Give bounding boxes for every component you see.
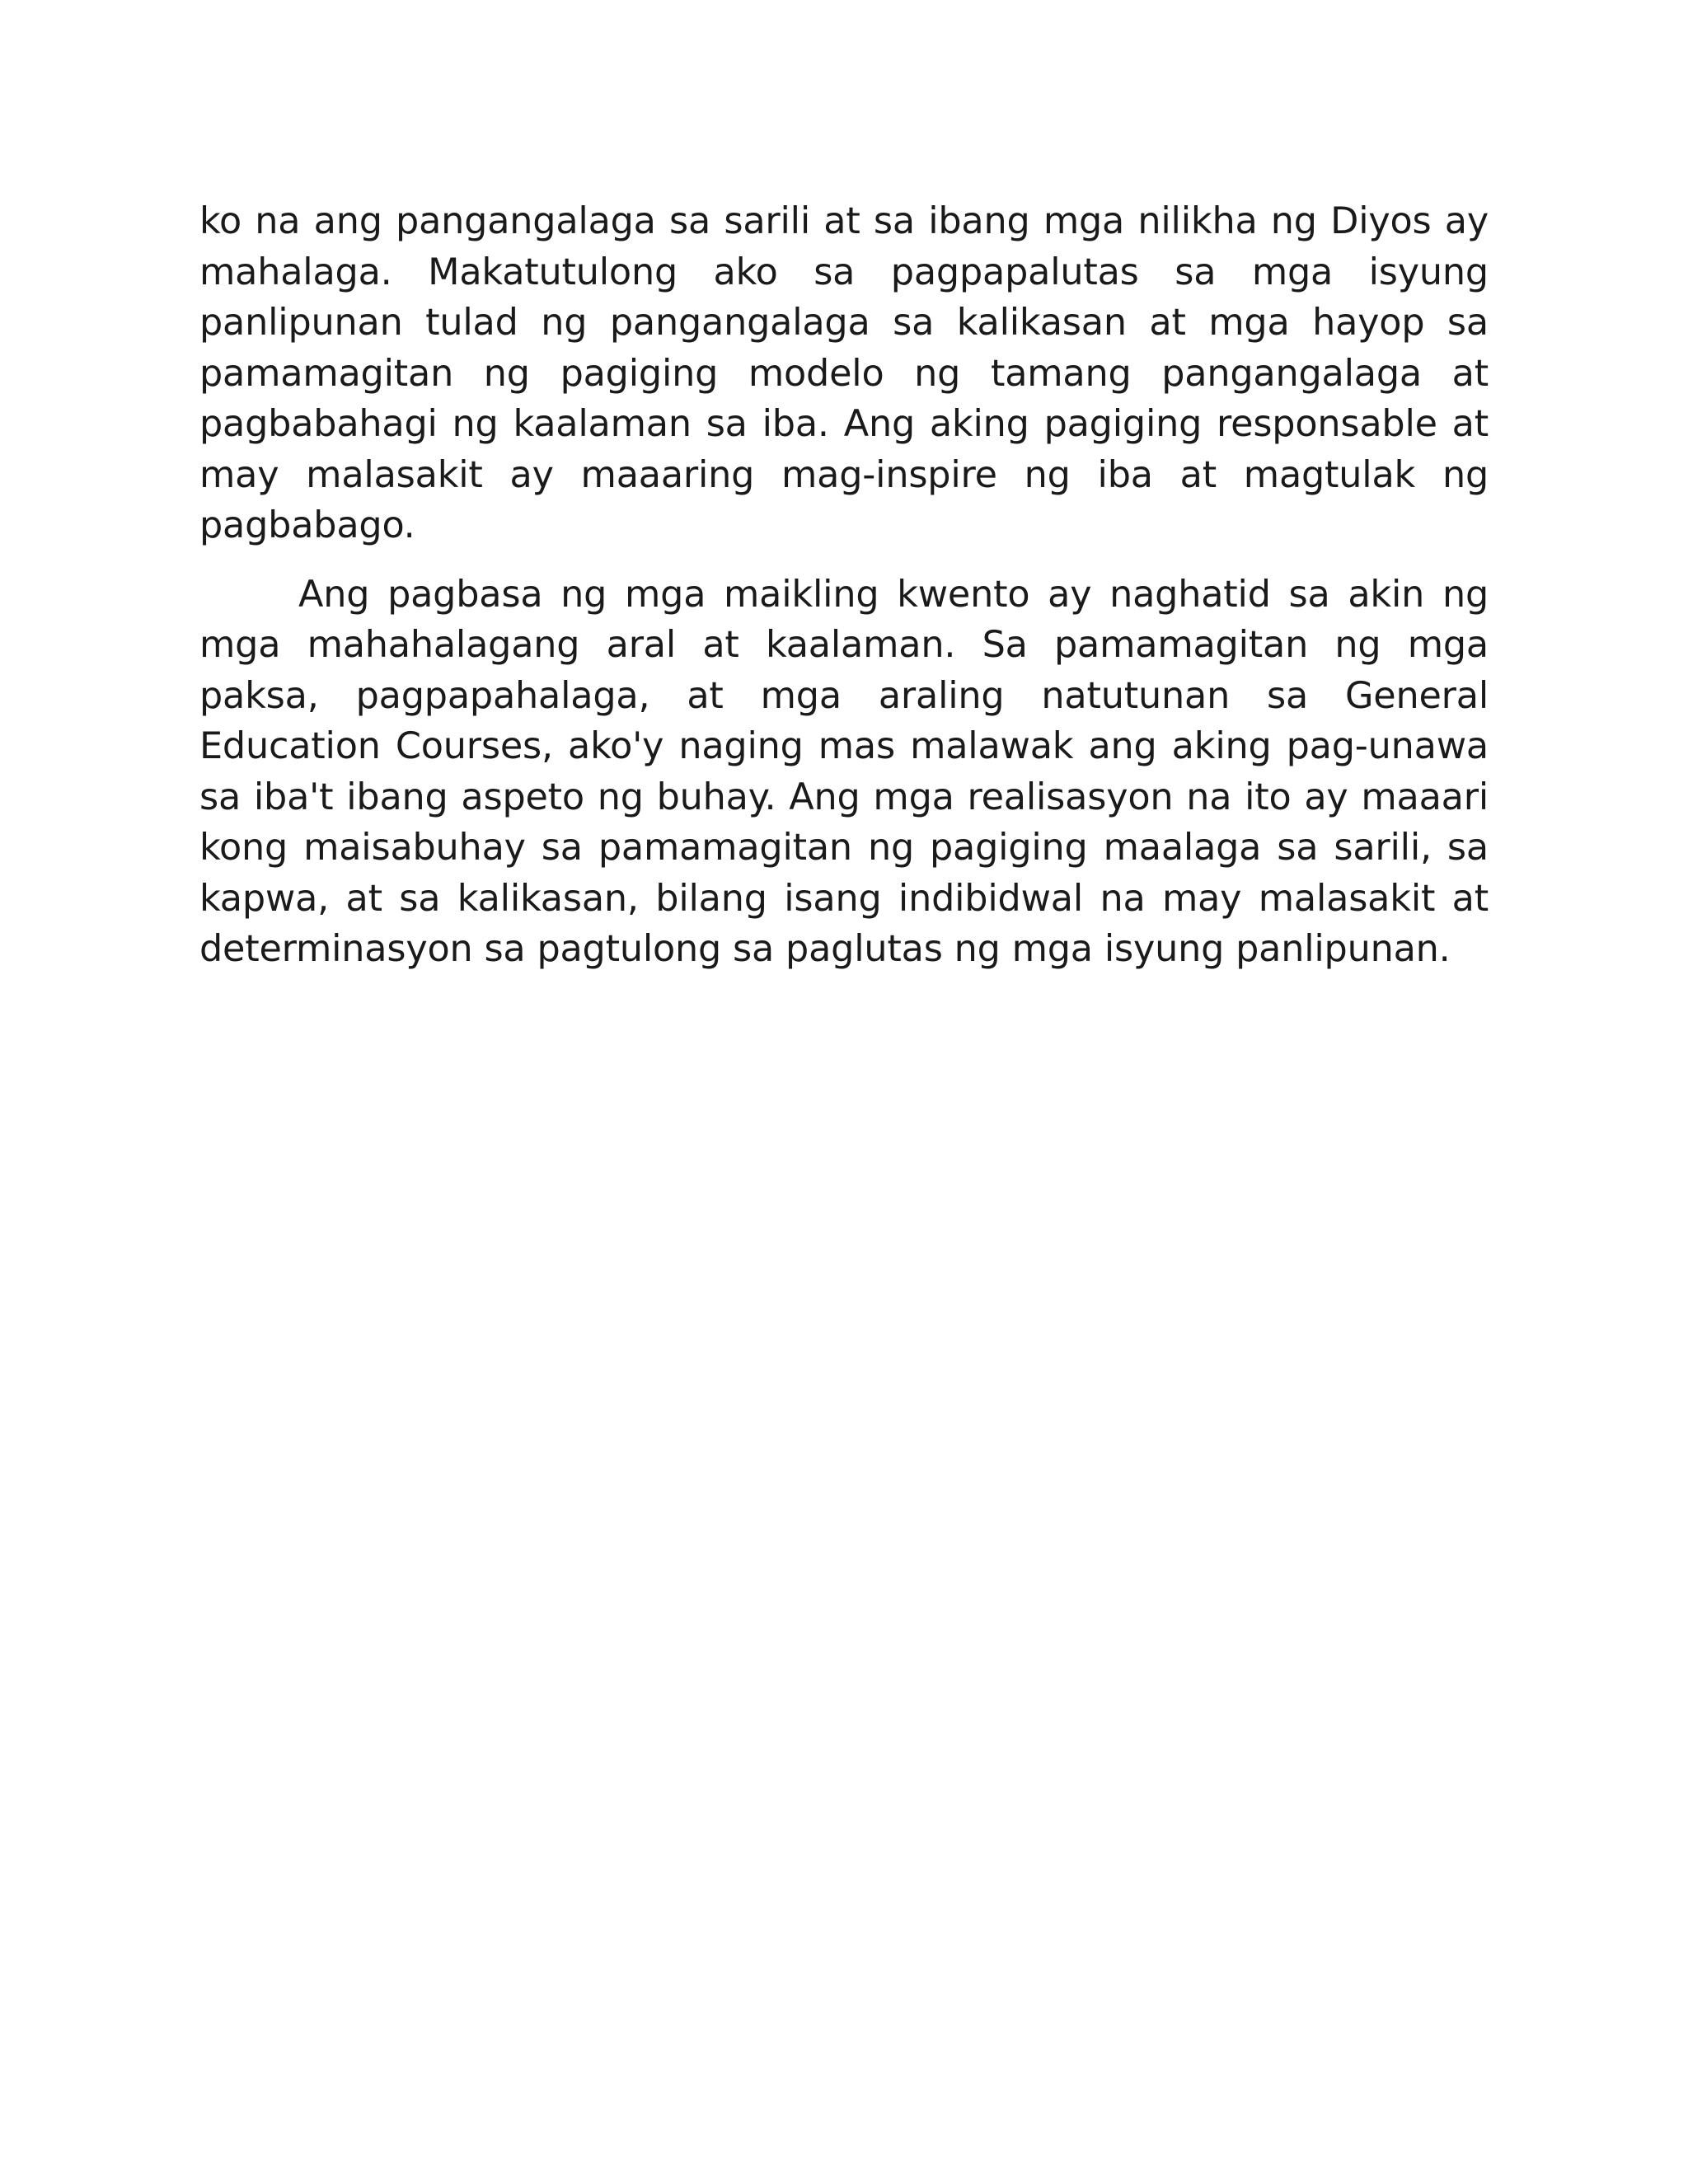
document-body [199,196,1489,975]
paragraph-continuation: ko na ang pangangalaga sa sarili at sa ibang mga nilikha ng Diyos ay mahalaga. Makatutulong ako sa pagpapalutas sa mga isyung panlipunan tulad ng pangangalaga sa kalikasan at mga hayop sa pamamagitan ng pagiging modelo ng tamang pangangalaga at pagbabahagi ng kaalaman sa iba. Ang aking pagiging responsable at may malasakit ay maaaring mag-inspire ng iba at magtulak ng pagbabago. [199,200,1489,546]
paragraph-conclusion: Ang pagbasa ng mga maikling kwento ay naghatid sa akin ng mga mahahalagang aral at kaalaman. Sa pamamagitan ng mga paksa, pagpapahalaga, at mga araling natutunan sa General Education Courses, ako'y naging mas malawak ang aking pag-unawa sa iba't ibang aspeto ng buhay. Ang mga realisasyon na ito ay maaari kong maisabuhay sa pamamagitan ng pagiging maalaga sa sarili, sa kapwa, at sa kalikasan, bilang isang indibidwal na may malasakit at determinasyon sa pagtulong sa paglutas ng mga isyung panlipunan. [199,573,1489,970]
